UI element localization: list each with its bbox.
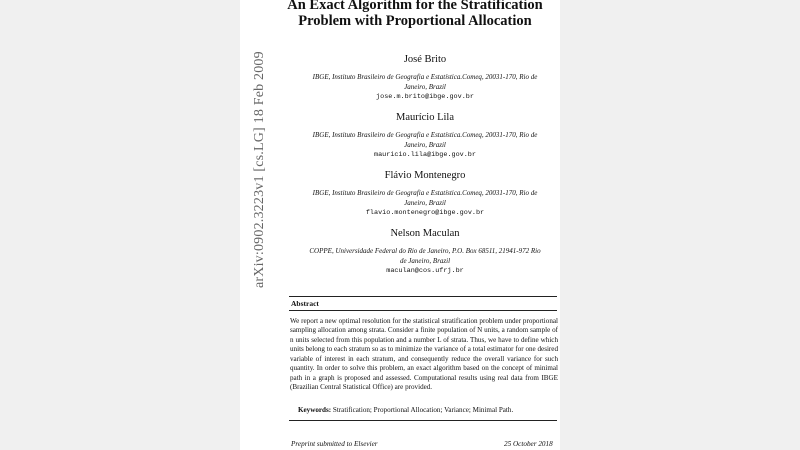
author-email: mauricio.lila@ibge.gov.br xyxy=(374,151,476,159)
affiliation-line: IBGE, Instituto Brasileiro de Geografia e Estatística.Comeq, 20031-170, Rio de xyxy=(312,189,538,197)
abstract-bottom-rule xyxy=(289,420,557,421)
author-affiliation xyxy=(284,247,566,266)
author-email: flavio.montenegro@ibge.gov.br xyxy=(365,209,485,217)
affiliation-line: Janeiro, Brazil xyxy=(404,140,446,149)
keywords-text: Stratification; Proportional Allocation; Variance; Minimal Path. xyxy=(332,406,514,414)
affiliation-line: Janeiro, Brazil xyxy=(404,198,446,207)
author-block xyxy=(284,227,566,276)
author-affiliation xyxy=(284,189,566,208)
author-block xyxy=(284,111,566,160)
author-name: José Brito xyxy=(403,54,447,65)
affiliation-line: de Janeiro, Brazil xyxy=(399,256,451,265)
author-affiliation xyxy=(284,131,566,150)
preprint-note: Preprint submitted to Elsevier xyxy=(291,440,378,448)
title-line-1: An Exact Algorithm for the Stratification xyxy=(287,0,543,13)
affiliation-line: IBGE, Instituto Brasileiro de Geografia e Estatística.Comeq, 20031-170, Rio de xyxy=(312,131,538,139)
paper-title xyxy=(260,0,570,29)
abstract-heading-rule xyxy=(289,310,557,311)
arxiv-stamp: arXiv:0902.3223v1 [cs.LG] 18 Feb 2009 xyxy=(252,51,267,288)
keywords-label: Keywords: xyxy=(298,406,332,414)
affiliation-line: Janeiro, Brazil xyxy=(404,82,446,91)
keywords-line xyxy=(298,406,513,414)
title-line-2: Problem with Proportional Allocation xyxy=(298,13,532,29)
author-name: Nelson Maculan xyxy=(390,228,460,239)
author-email: maculan@cos.ufrj.br xyxy=(386,267,464,275)
author-name: Flávio Montenegro xyxy=(384,170,466,181)
affiliation-line: IBGE, Instituto Brasileiro de Geografia e Estatística.Comeq, 20031-170, Rio de xyxy=(312,73,538,81)
abstract-top-rule xyxy=(289,296,557,297)
abstract-heading: Abstract xyxy=(291,299,319,308)
affiliation-line: COPPE, Universidade Federal do Rio de Janeiro, P.O. Box 68511, 21941-972 Rio xyxy=(309,247,541,255)
author-name: Maurício Lila xyxy=(395,112,455,123)
author-affiliation xyxy=(284,73,566,92)
abstract-text: We report a new optimal resolution for the statistical stratification problem under proportional sampling allocation among strata. Consider a finite population of N units, a random sample of n units selected from this population and a number L of strata. Thus, we have to define which units belong to each stratum so as to minimize the variance of a total estimator for one desired variable of interest in each stratum, and consequently reduce the overall variance for such quantity. In order to solve this problem, an exact algorithm based on the concept of minimal path in a graph is proposed and assessed. Computational results using real data from IBGE (Brazilian Central Statistical Office) are provided. xyxy=(290,317,558,392)
preprint-date: 25 October 2018 xyxy=(504,440,553,448)
author-block xyxy=(284,53,566,102)
author-email: jose.m.brito@ibge.gov.br xyxy=(376,93,474,101)
author-block xyxy=(284,169,566,218)
